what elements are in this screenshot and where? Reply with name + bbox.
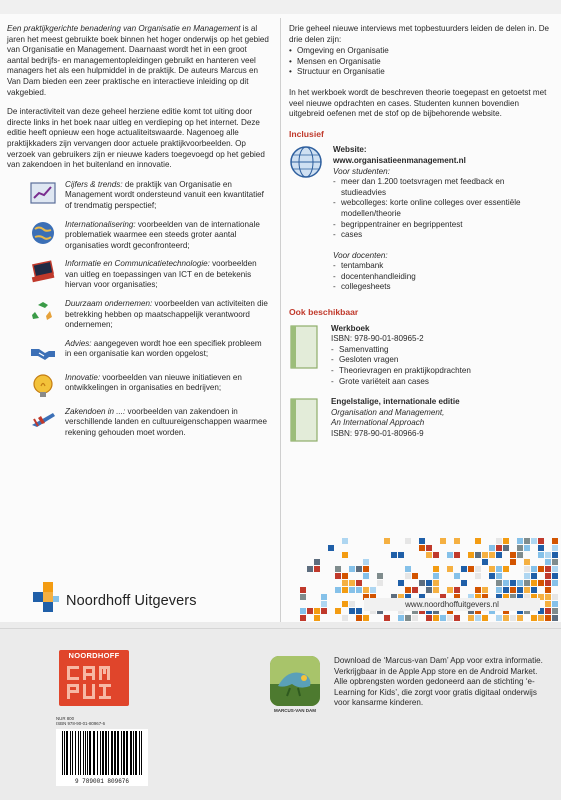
mosaic-tile <box>524 587 530 593</box>
mosaic-tile <box>538 615 544 621</box>
engels-subtitle-2: An International Approach <box>331 418 425 428</box>
mosaic-tile <box>552 573 558 579</box>
engels-title: Engelstalige, internationale editie <box>331 397 460 407</box>
globe-icon <box>29 220 57 246</box>
mosaic-tile <box>496 587 502 593</box>
mosaic-tile <box>510 587 516 593</box>
mosaic-tile <box>405 566 411 572</box>
mosaic-tile <box>489 573 495 579</box>
mosaic-tile <box>307 566 313 572</box>
mosaic-tile <box>489 545 495 551</box>
studenten-list <box>333 177 551 241</box>
list-item: - meer dan 1.200 toetsvragen met feedback en studieadvies <box>333 177 551 198</box>
feature-title: Internationalisering: <box>65 219 136 229</box>
mosaic-tile <box>524 545 530 551</box>
mosaic-tile <box>545 594 551 600</box>
mosaic-tile <box>552 545 558 551</box>
mosaic-tile <box>426 545 432 551</box>
feature-title: Innovatie: <box>65 372 101 382</box>
mosaic-tile <box>321 601 327 607</box>
list-item: • Omgeving en Organisatie <box>289 46 551 57</box>
publisher-url[interactable]: www.noordhoffuitgevers.nl <box>364 598 540 611</box>
mosaic-tile <box>517 615 523 621</box>
engels-subtitle-1: Organisation and Management, <box>331 407 445 417</box>
mosaic-tile <box>363 573 369 579</box>
mosaic-tile <box>475 552 481 558</box>
recycle-icon <box>29 299 57 325</box>
top-edge <box>0 0 561 14</box>
noordhoff-logo-icon <box>33 582 63 612</box>
mosaic-tile <box>433 587 439 593</box>
mosaic-tile <box>531 615 537 621</box>
mosaic-tile <box>321 608 327 614</box>
feature-item <box>7 299 269 331</box>
mosaic-tile <box>468 615 474 621</box>
mosaic-tile <box>496 538 502 544</box>
mosaic-tile <box>545 573 551 579</box>
feature-title: Informatie en Communicatietechnologie: <box>65 259 210 269</box>
feature-text: voorbeelden van zakendoen in verschillende landen en cultuureigenschappen waarmee rekening gehouden moet worden. <box>65 406 268 438</box>
mosaic-tile <box>468 566 474 572</box>
mosaic-tile <box>412 615 418 621</box>
barcode-bar <box>97 731 98 775</box>
ook-heading: Ook beschikbaar <box>289 307 359 318</box>
mosaic-tile <box>356 608 362 614</box>
mosaic-tile <box>433 552 439 558</box>
mosaic-tile <box>482 552 488 558</box>
list-item: • Mensen en Organisatie <box>289 57 551 68</box>
app-icon <box>270 656 320 706</box>
feature-item <box>7 373 269 399</box>
mosaic-tile <box>496 566 502 572</box>
mosaic-tile <box>447 587 453 593</box>
list-item: - collegesheets <box>333 282 551 293</box>
barcode-bar <box>108 731 109 775</box>
mosaic-tile <box>517 587 523 593</box>
intro-paragraph <box>7 24 269 98</box>
mosaic-tile <box>377 580 383 586</box>
mosaic-tile <box>426 580 432 586</box>
barcode-bar <box>70 731 71 775</box>
mosaic-tile <box>426 587 432 593</box>
feature-text: voorbeelden van uitleg en toepassingen van ICT en de betekenis hiervan voor organisaties; <box>65 259 257 290</box>
mosaic-tile <box>328 545 334 551</box>
inclusief-heading: Inclusief <box>289 128 324 139</box>
mosaic-tile <box>454 573 460 579</box>
delen-list <box>289 46 551 78</box>
mosaic-tile <box>405 615 411 621</box>
mosaic-tile <box>405 573 411 579</box>
barcode-bar <box>111 731 113 775</box>
list-item: - Grote variëteit aan cases <box>331 377 471 388</box>
mosaic-tile <box>447 566 453 572</box>
mosaic-tile <box>349 601 355 607</box>
werkboek-list <box>331 345 471 387</box>
feature-item <box>7 407 269 439</box>
laptop-icon <box>29 259 57 285</box>
interviews-paragraph: Drie geheel nieuwe interviews met topbestuurders leiden de delen in. De drie delen zijn: <box>289 24 550 44</box>
mosaic-tile <box>349 566 355 572</box>
band-divider <box>0 628 561 629</box>
docenten-label: Voor docenten: <box>333 250 388 260</box>
barcode-bar <box>126 731 128 775</box>
mosaic-tile <box>496 552 502 558</box>
mosaic-tile <box>496 573 502 579</box>
mosaic-tile <box>517 538 523 544</box>
app-caption: MARCUS-VAN DAM <box>274 708 316 713</box>
feature-text: de praktijk van Organisatie en Management wordt ondersteund vanuit een kwantitatief of trendmatig perspectief; <box>65 179 264 210</box>
mosaic-tile <box>552 538 558 544</box>
list-item: - Theorievragen en praktijkopdrachten <box>331 366 471 377</box>
mosaic-tile <box>405 587 411 593</box>
list-item: - begrippentrainer en begrippentest <box>333 220 551 231</box>
website-block <box>289 145 551 299</box>
mosaic-tile <box>552 580 558 586</box>
barcode-bar <box>89 731 91 775</box>
mosaic-tile <box>496 545 502 551</box>
mosaic-tile <box>517 545 523 551</box>
mosaic-tile <box>349 587 355 593</box>
barcode-bar <box>85 731 86 775</box>
mosaic-tile <box>503 615 509 621</box>
mosaic-tile <box>419 538 425 544</box>
barcode-bar <box>72 731 73 775</box>
barcode-bar <box>80 731 81 775</box>
mosaic-tile <box>356 580 362 586</box>
mosaic-tile <box>433 615 439 621</box>
mosaic-tile <box>510 615 516 621</box>
barcode-bar <box>141 731 142 775</box>
mosaic-tile <box>342 601 348 607</box>
mosaic-tile <box>538 566 544 572</box>
feature-text: voorbeelden van nieuwe initiatieven en ontwikkelingen in organisaties en bedrijven; <box>65 372 242 393</box>
feature-title: Cijfers & trends: <box>65 179 123 189</box>
isbn-code: ISBN 978-90-01-80967-6 <box>56 721 106 727</box>
mosaic-tile <box>419 580 425 586</box>
barcode-bar <box>130 731 132 775</box>
mosaic-tile <box>349 580 355 586</box>
mosaic-tile <box>342 538 348 544</box>
feature-text: aangegeven wordt hoe een specifiek probleem in een organisatie kan worden opgelost; <box>65 338 262 359</box>
barcode-bar <box>66 731 68 775</box>
feature-text: voorbeelden van activiteiten die betrekking hebben op maatschappelijk verantwoord ondernemen; <box>65 299 268 330</box>
barcode-bar <box>121 731 122 775</box>
barcode-bar <box>123 731 125 775</box>
mosaic-tile <box>510 552 516 558</box>
mosaic-tile <box>307 608 313 614</box>
barcode-bar <box>135 731 137 775</box>
mosaic-tile <box>370 587 376 593</box>
mosaic-tile <box>531 580 537 586</box>
mosaic-tile <box>342 552 348 558</box>
mosaic-tile <box>482 559 488 565</box>
mosaic-tile <box>321 594 327 600</box>
mosaic-tile <box>454 587 460 593</box>
mosaic-tile <box>384 538 390 544</box>
mosaic-tile <box>538 538 544 544</box>
list-item: - webcolleges: korte online colleges over essentiële modellen/theorie <box>333 198 551 219</box>
intro-rest: is al jaren het meest gebruikte boek binnen het hoger onderwijs op het gebied van Organisatie en Management. Daarnaast wordt het in een groot aantal bedrijfs- en managementopleidingen gebruikt en hanteren veel managers het als een hulpmiddel in de praktijk. De auteurs Marcus en Van Dam bieden een zeer praktische en interactieve inleiding op dit vakgebied. <box>7 24 269 97</box>
barcode-bar <box>117 731 119 775</box>
mosaic-tile <box>545 615 551 621</box>
barcode-bar <box>114 731 116 775</box>
engels-isbn: ISBN: 978-90-01-80966-9 <box>331 429 424 438</box>
mosaic-tile <box>356 587 362 593</box>
mosaic-tile <box>524 573 530 579</box>
werkboek-intro: In het werkboek wordt de beschreven theorie toegepast en getoetst met veel nieuwe opdrachten en cases. Studenten kunnen bovendien uitgebreid oefenen met de stof op de bijbehorende website. <box>289 87 547 119</box>
barcode-bar <box>78 731 79 775</box>
mosaic-tile <box>433 566 439 572</box>
mosaic-tile <box>384 615 390 621</box>
docenten-list <box>333 261 551 293</box>
chameleon-icon <box>270 656 320 706</box>
barcode-bar <box>62 731 63 775</box>
studenten-label: Voor studenten: <box>333 166 390 176</box>
mosaic-tile <box>433 573 439 579</box>
mosaic-tile <box>552 615 558 621</box>
mosaic-tile <box>356 566 362 572</box>
werkboek-isbn: ISBN: 978-90-01-80965-2 <box>331 334 424 344</box>
list-item: - cases <box>333 230 551 241</box>
mosaic-tile <box>503 545 509 551</box>
mosaic-tile <box>510 559 516 565</box>
werkboek-block <box>289 324 551 390</box>
feature-item <box>7 259 269 291</box>
mosaic-tile <box>475 573 481 579</box>
barcode-icon <box>56 729 148 777</box>
mosaic-tile <box>454 615 460 621</box>
mosaic-tile <box>552 566 558 572</box>
mosaic-tile <box>300 615 306 621</box>
mosaic-tile <box>363 587 369 593</box>
mosaic-tile <box>398 552 404 558</box>
barcode-bar <box>133 731 134 775</box>
mosaic-tile <box>314 608 320 614</box>
list-item: • Structuur en Organisatie <box>289 67 551 78</box>
mosaic-tile <box>510 580 516 586</box>
list-item: - Samenvatting <box>331 345 471 356</box>
book-icon <box>289 324 321 372</box>
mosaic-tile <box>440 615 446 621</box>
mosaic-tile <box>342 587 348 593</box>
handshake-icon <box>29 339 57 365</box>
mosaic-tile <box>419 545 425 551</box>
publisher-name: Noordhoff Uitgevers <box>66 593 197 609</box>
mosaic-tile <box>538 545 544 551</box>
mosaic-tile <box>314 566 320 572</box>
barcode-bar <box>75 731 76 775</box>
nur-isbn-block <box>56 716 105 727</box>
feature-item <box>7 180 269 212</box>
mosaic-tile <box>300 587 306 593</box>
mosaic-tile <box>398 615 404 621</box>
mosaic-tile <box>363 615 369 621</box>
mosaic-tile <box>356 615 362 621</box>
mosaic-tile <box>489 552 495 558</box>
mosaic-tile <box>342 573 348 579</box>
barcode-bar <box>100 731 101 775</box>
list-item: - Gesloten vragen <box>331 355 471 366</box>
barcode-bar <box>105 731 107 775</box>
feature-item <box>7 339 269 365</box>
mosaic-tile <box>412 573 418 579</box>
mosaic-tile <box>314 615 320 621</box>
mosaic-tile <box>531 573 537 579</box>
feature-title: Zakendoen in ...: <box>65 406 126 416</box>
mosaic-tile <box>503 580 509 586</box>
mosaic-tile <box>342 615 348 621</box>
mosaic-tile <box>545 580 551 586</box>
nur-code: NUR 800 <box>56 716 75 721</box>
mosaic-tile <box>447 552 453 558</box>
website-url[interactable]: www.organisatieenmanagement.nl <box>333 155 466 165</box>
mosaic-tile <box>489 566 495 572</box>
intro-lead: Een praktijkgerichte benadering van Organisatie en Management <box>7 24 241 33</box>
mosaic-tile <box>314 559 320 565</box>
barcode-bar <box>93 731 95 775</box>
mosaic-tile <box>524 566 530 572</box>
mosaic-tile <box>377 573 383 579</box>
mosaic-tile <box>475 538 481 544</box>
mosaic-tile <box>468 552 474 558</box>
feature-title: Duurzaam ondernemen: <box>65 299 153 309</box>
mosaic-tile <box>552 608 558 614</box>
mosaic-tile <box>517 580 523 586</box>
engels-block <box>289 397 551 445</box>
mosaic-tile <box>552 594 558 600</box>
mosaic-tile <box>482 615 488 621</box>
list-item: - docentenhandleiding <box>333 272 551 283</box>
mosaic-tile <box>363 566 369 572</box>
mosaic-tile <box>524 538 530 544</box>
mosaic-tile <box>524 559 530 565</box>
mosaic-tile <box>335 608 341 614</box>
mosaic-tile <box>545 587 551 593</box>
mosaic-tile <box>426 615 432 621</box>
mosaic-tile <box>503 587 509 593</box>
mosaic-tile <box>538 580 544 586</box>
mosaic-tile <box>335 587 341 593</box>
mosaic-tile <box>433 580 439 586</box>
mosaic-tile <box>349 608 355 614</box>
mosaic-tile <box>335 573 341 579</box>
mosaic-tile <box>475 615 481 621</box>
mosaic-tile <box>552 559 558 565</box>
mosaic-tile <box>454 552 460 558</box>
mosaic-tile <box>447 615 453 621</box>
mosaic-tile <box>363 559 369 565</box>
barcode-bar <box>87 731 88 775</box>
mosaic-tile <box>426 552 432 558</box>
mosaic-tile <box>517 552 523 558</box>
mosaic-tile <box>335 566 341 572</box>
mosaic-tile <box>552 552 558 558</box>
website-label: Website: <box>333 145 367 155</box>
barcode-bar <box>139 731 140 775</box>
feature-title: Advies: <box>65 338 92 348</box>
mosaic-tile <box>475 587 481 593</box>
mosaic-tile <box>503 566 509 572</box>
mosaic-tile <box>503 538 509 544</box>
mosaic-tile <box>475 566 481 572</box>
mosaic-tile <box>545 559 551 565</box>
mosaic-tile <box>545 608 551 614</box>
mosaic-tile <box>412 587 418 593</box>
mosaic-tile <box>440 538 446 544</box>
mosaic-tile <box>398 580 404 586</box>
feature-text: voorbeelden van de internationale problematiek waarmee een steeds groter aantal organisaties wordt geconfronteerd; <box>65 219 260 250</box>
mosaic-tile <box>538 552 544 558</box>
mosaic-tile <box>342 580 348 586</box>
werkboek-title: Werkboek <box>331 323 370 333</box>
feature-list <box>7 180 269 439</box>
column-divider <box>280 18 281 622</box>
list-item: - tentambank <box>333 261 551 272</box>
right-column <box>289 24 551 453</box>
barcode-bar <box>83 731 84 775</box>
globe-icon <box>289 145 323 179</box>
interactivity-paragraph: De interactiviteit van deze geheel herziene editie komt tot uiting door directe links in het boek naar uitleg en verdieping op het internet. Deze editie heeft opnieuw een hoge actualiteitswaarde. Nagenoeg alle praktijkkaders zijn vervangen door actuele praktijkvoorbeelden. Op verzoek van gebruikers zijn er nieuwe kaders toegevoegd op het gebied van zakendoen in het buitenland en innovatie. <box>7 107 265 170</box>
app-download-text: Download de ‘Marcus-van Dam’ App voor extra informatie. Verkrijgbaar in de Apple App store en de Android Market. Alle opbrengsten worden gedoneerd aan de stichting ‘e-Learning for Kids’, die zorgt voor gratis digitaal onderwijs voor kansarme kinderen. <box>334 656 543 708</box>
chart-icon <box>29 180 57 206</box>
mosaic-tile <box>300 608 306 614</box>
mosaic-tile <box>552 601 558 607</box>
mosaic-tile <box>391 552 397 558</box>
mosaic-tile <box>496 615 502 621</box>
feature-item <box>7 220 269 252</box>
mosaic-tile <box>524 580 530 586</box>
barcode-bar <box>64 731 65 775</box>
mosaic-tile <box>461 566 467 572</box>
mosaic-tile <box>461 580 467 586</box>
mosaic-tile <box>454 538 460 544</box>
left-column <box>7 24 269 447</box>
mosaic-tile <box>531 538 537 544</box>
mosaic-tile <box>545 601 551 607</box>
mosaic-tile <box>496 580 502 586</box>
campus-brand: NOORDHOFF <box>68 651 120 660</box>
mosaic-tile <box>531 566 537 572</box>
book-icon <box>289 397 321 445</box>
mosaic-tile <box>482 587 488 593</box>
barcode-digits: 9 789001 809676 <box>56 778 148 785</box>
mosaic-tile <box>545 552 551 558</box>
lightbulb-icon <box>29 373 57 399</box>
mosaic-tile <box>405 538 411 544</box>
barcode-bar <box>102 731 104 775</box>
airplane-icon <box>29 407 57 433</box>
mosaic-tile <box>545 566 551 572</box>
mosaic-tile <box>300 594 306 600</box>
mosaic-tile <box>531 587 537 593</box>
